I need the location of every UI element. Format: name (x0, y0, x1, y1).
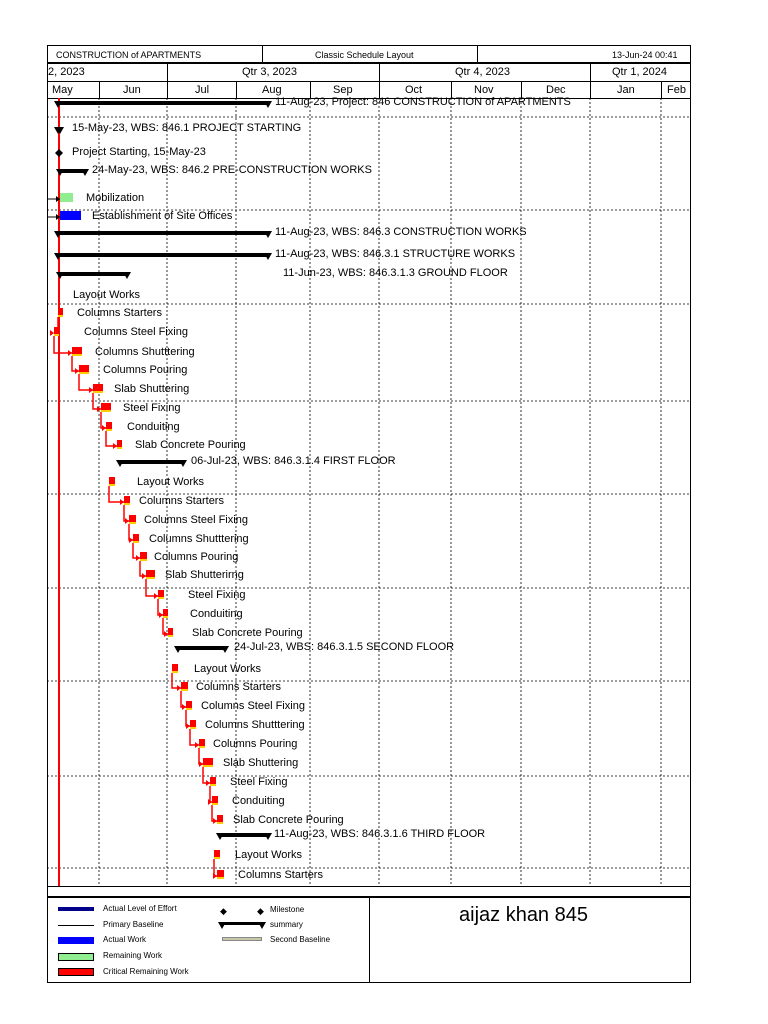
milestone-icon: ◆ (220, 906, 227, 916)
baseline-bar (124, 503, 130, 505)
legend-swatch-second-baseline (222, 937, 262, 941)
link-arrow-icon (129, 537, 133, 543)
baseline-bar (106, 429, 112, 431)
month-label: Jun (123, 84, 141, 96)
month-label: Jan (617, 84, 635, 96)
dependency-link (124, 505, 129, 521)
link-arrow-icon (102, 425, 106, 431)
task-label: 15-May-23, WBS: 846.1 PROJECT STARTING (72, 122, 302, 134)
legend-critical-remaining: Critical Remaining Work (103, 967, 189, 976)
task-label: 06-Jul-23, WBS: 846.3.1.4 FIRST FLOOR (191, 455, 396, 467)
task-label: 11-Aug-23, WBS: 846.3 CONSTRUCTION WORKS (275, 226, 527, 238)
link-arrow-icon (50, 330, 54, 336)
dependency-link (210, 786, 212, 802)
task-label: Mobilization (86, 192, 145, 204)
dependency-link (212, 805, 217, 821)
link-arrow-icon (195, 742, 199, 748)
legend-milestone: Milestone (270, 905, 305, 914)
task-label: Columns Steel Fixing (144, 514, 248, 526)
task-label: Slab Shuttering (223, 757, 299, 769)
baseline-bar (181, 689, 188, 691)
baseline-bar (199, 746, 205, 748)
quarter-label: Qtr 4, 2023 (455, 66, 511, 78)
link-arrow-icon (136, 555, 140, 561)
link-arrow-icon (142, 573, 146, 579)
task-label: Columns Shutttering (149, 533, 249, 545)
summary-bar (60, 272, 127, 276)
dependency-link (54, 336, 72, 353)
baseline-bar (217, 822, 223, 824)
task-label: Columns Pouring (154, 551, 239, 563)
task-label: Slab Shuttering (114, 383, 190, 395)
link-arrow-icon (199, 761, 203, 767)
legend-swatch-actual-loe (58, 907, 94, 911)
summary-bar (58, 253, 268, 257)
task-label: Columns Starters (196, 681, 281, 693)
dependency-link (190, 729, 199, 745)
month-label: May (52, 84, 73, 96)
link-arrow-icon (89, 387, 93, 393)
legend-primary-baseline: Primary Baseline (103, 920, 164, 929)
baseline-bar (79, 372, 89, 374)
task-label: Conduiting (232, 795, 285, 807)
task-label: Layout Works (73, 289, 141, 301)
task-label: Columns Starters (139, 495, 224, 507)
task-label: Columns Starters (77, 307, 162, 319)
legend-summary: summary (270, 920, 303, 929)
legend-actual-loe: Actual Level of Effort (103, 904, 177, 913)
task-label: Columns Pouring (213, 738, 298, 750)
baseline-bar (109, 484, 115, 486)
task-label: Slab Concrete Pouring (233, 814, 344, 826)
link-arrow-icon (213, 873, 217, 879)
dependency-link (214, 859, 217, 876)
link-arrow-icon (182, 704, 186, 710)
task-label: Columns Pouring (103, 364, 188, 376)
task-label: Layout Works (137, 476, 205, 488)
legend-second-baseline: Second Baseline (270, 935, 331, 944)
quarter-label: Qtr 3, 2023 (242, 66, 298, 78)
task-label: Layout Works (194, 663, 262, 675)
baseline-bar (190, 727, 196, 729)
baseline-bar (172, 671, 178, 673)
task-label: 24-May-23, WBS: 846.2 PRE-CONSTRUCTION WORKS (92, 164, 372, 176)
month-label: Feb (667, 84, 686, 96)
task-label: Slab Concrete Pouring (192, 627, 303, 639)
legend-swatch-critical-remaining (58, 968, 94, 976)
dependency-link (106, 431, 117, 446)
legend-swatch-actual-work (58, 937, 94, 944)
baseline-bar (217, 877, 224, 879)
baseline-bar (140, 559, 147, 561)
baseline-bar (129, 522, 136, 524)
dependency-link (79, 374, 93, 390)
summary-bar-icon (218, 921, 266, 931)
legend-swatch-primary-baseline (58, 925, 94, 926)
baseline-bar (163, 616, 168, 618)
activity-bar (60, 193, 73, 202)
link-arrow-icon (177, 685, 181, 691)
activity-bar (60, 211, 81, 220)
link-arrow-icon (68, 350, 72, 356)
summary-bar (120, 460, 183, 464)
link-arrow-icon (213, 818, 217, 824)
link-arrow-icon (159, 612, 163, 618)
link-arrow-icon (113, 443, 117, 449)
link-arrow-icon (154, 593, 158, 599)
task-label: Slab Shutterirng (165, 569, 244, 581)
task-label: Steel Fixing (188, 589, 246, 601)
link-arrow-icon (75, 368, 79, 374)
month-label: Aug (262, 84, 282, 96)
task-label: Columns Starters (238, 869, 323, 881)
task-label: Columns Steel Fixing (201, 700, 305, 712)
baseline-bar (210, 784, 216, 786)
summary-bar (220, 833, 268, 837)
milestone-icon (55, 149, 63, 157)
task-label: Conduiting (127, 421, 180, 433)
baseline-bar (117, 447, 122, 449)
baseline-bar (133, 541, 139, 543)
quarter-label: 2, 2023 (48, 66, 85, 78)
task-label: Establishment of Site Offices (92, 210, 233, 222)
date-stamp: 13-Jun-24 00:41 (612, 50, 678, 60)
legend-swatch-remaining-work (58, 953, 94, 961)
author-name: aijaz khan 845 (459, 904, 588, 926)
task-label: Slab Concrete Pouring (135, 439, 246, 451)
month-label: Jul (195, 84, 210, 96)
month-label: Oct (405, 84, 423, 96)
baseline-bar (54, 334, 59, 336)
task-label: 11-Jun-23, WBS: 846.3.1.3 GROUND FLOOR (283, 267, 508, 279)
baseline-bar (72, 354, 82, 356)
baseline-bar (158, 597, 164, 599)
task-label: Layout Works (235, 849, 303, 861)
task-label: 11-Aug-23, Project: 846 CONSTRUCTION of APARTMENTS (275, 96, 571, 108)
summary-bar (58, 231, 268, 235)
task-label: Conduiting (190, 608, 243, 620)
dependency-link (101, 412, 106, 428)
dependency-link (146, 579, 158, 596)
project-title: CONSTRUCTION of APARTMENTS (56, 50, 202, 60)
baseline-bar (214, 857, 220, 859)
task-label: Columns Shutttering (95, 346, 195, 358)
task-label: 24-Jul-23, WBS: 846.3.1.5 SECOND FLOOR (234, 641, 455, 653)
quarter-label: Qtr 1, 2024 (612, 66, 668, 78)
baseline-bar (186, 708, 192, 710)
legend-divider (369, 897, 370, 983)
summary-bar (60, 169, 85, 173)
baseline-bar (146, 577, 155, 579)
task-label: Steel Fixing (123, 402, 181, 414)
layout-name: Classic Schedule Layout (315, 50, 414, 60)
summary-bar (58, 101, 268, 105)
baseline-bar (168, 635, 173, 637)
link-arrow-icon (206, 780, 210, 786)
dependency-link (181, 691, 186, 707)
milestone-icon: ◆ (257, 906, 264, 916)
dependency-link (158, 599, 163, 615)
legend-actual-work: Actual Work (103, 935, 146, 944)
legend-remaining-work: Remaining Work (103, 951, 162, 960)
task-label: 11-Aug-23, WBS: 846.3.1.6 THIRD FLOOR (274, 828, 486, 840)
baseline-bar (93, 391, 103, 393)
month-label: Nov (474, 84, 494, 96)
task-label: Columns Shutttering (205, 719, 305, 731)
task-label: 11-Aug-23, WBS: 846.3.1 STRUCTURE WORKS (275, 248, 516, 260)
link-arrow-icon (120, 499, 124, 505)
month-label: Sep (333, 84, 353, 96)
task-label: Steel Fixing (230, 776, 288, 788)
baseline-bar (101, 410, 111, 412)
task-label: Columns Steel Fixing (84, 326, 188, 338)
task-label: Project Starting, 15-May-23 (72, 146, 206, 158)
baseline-bar (203, 765, 213, 767)
baseline-bar (212, 803, 218, 805)
month-label: Dec (546, 84, 566, 96)
dependency-link (172, 673, 181, 688)
baseline-bar (58, 315, 63, 317)
summary-bar (178, 646, 225, 650)
link-arrow-icon (125, 518, 129, 524)
link-arrow-icon (186, 723, 190, 729)
